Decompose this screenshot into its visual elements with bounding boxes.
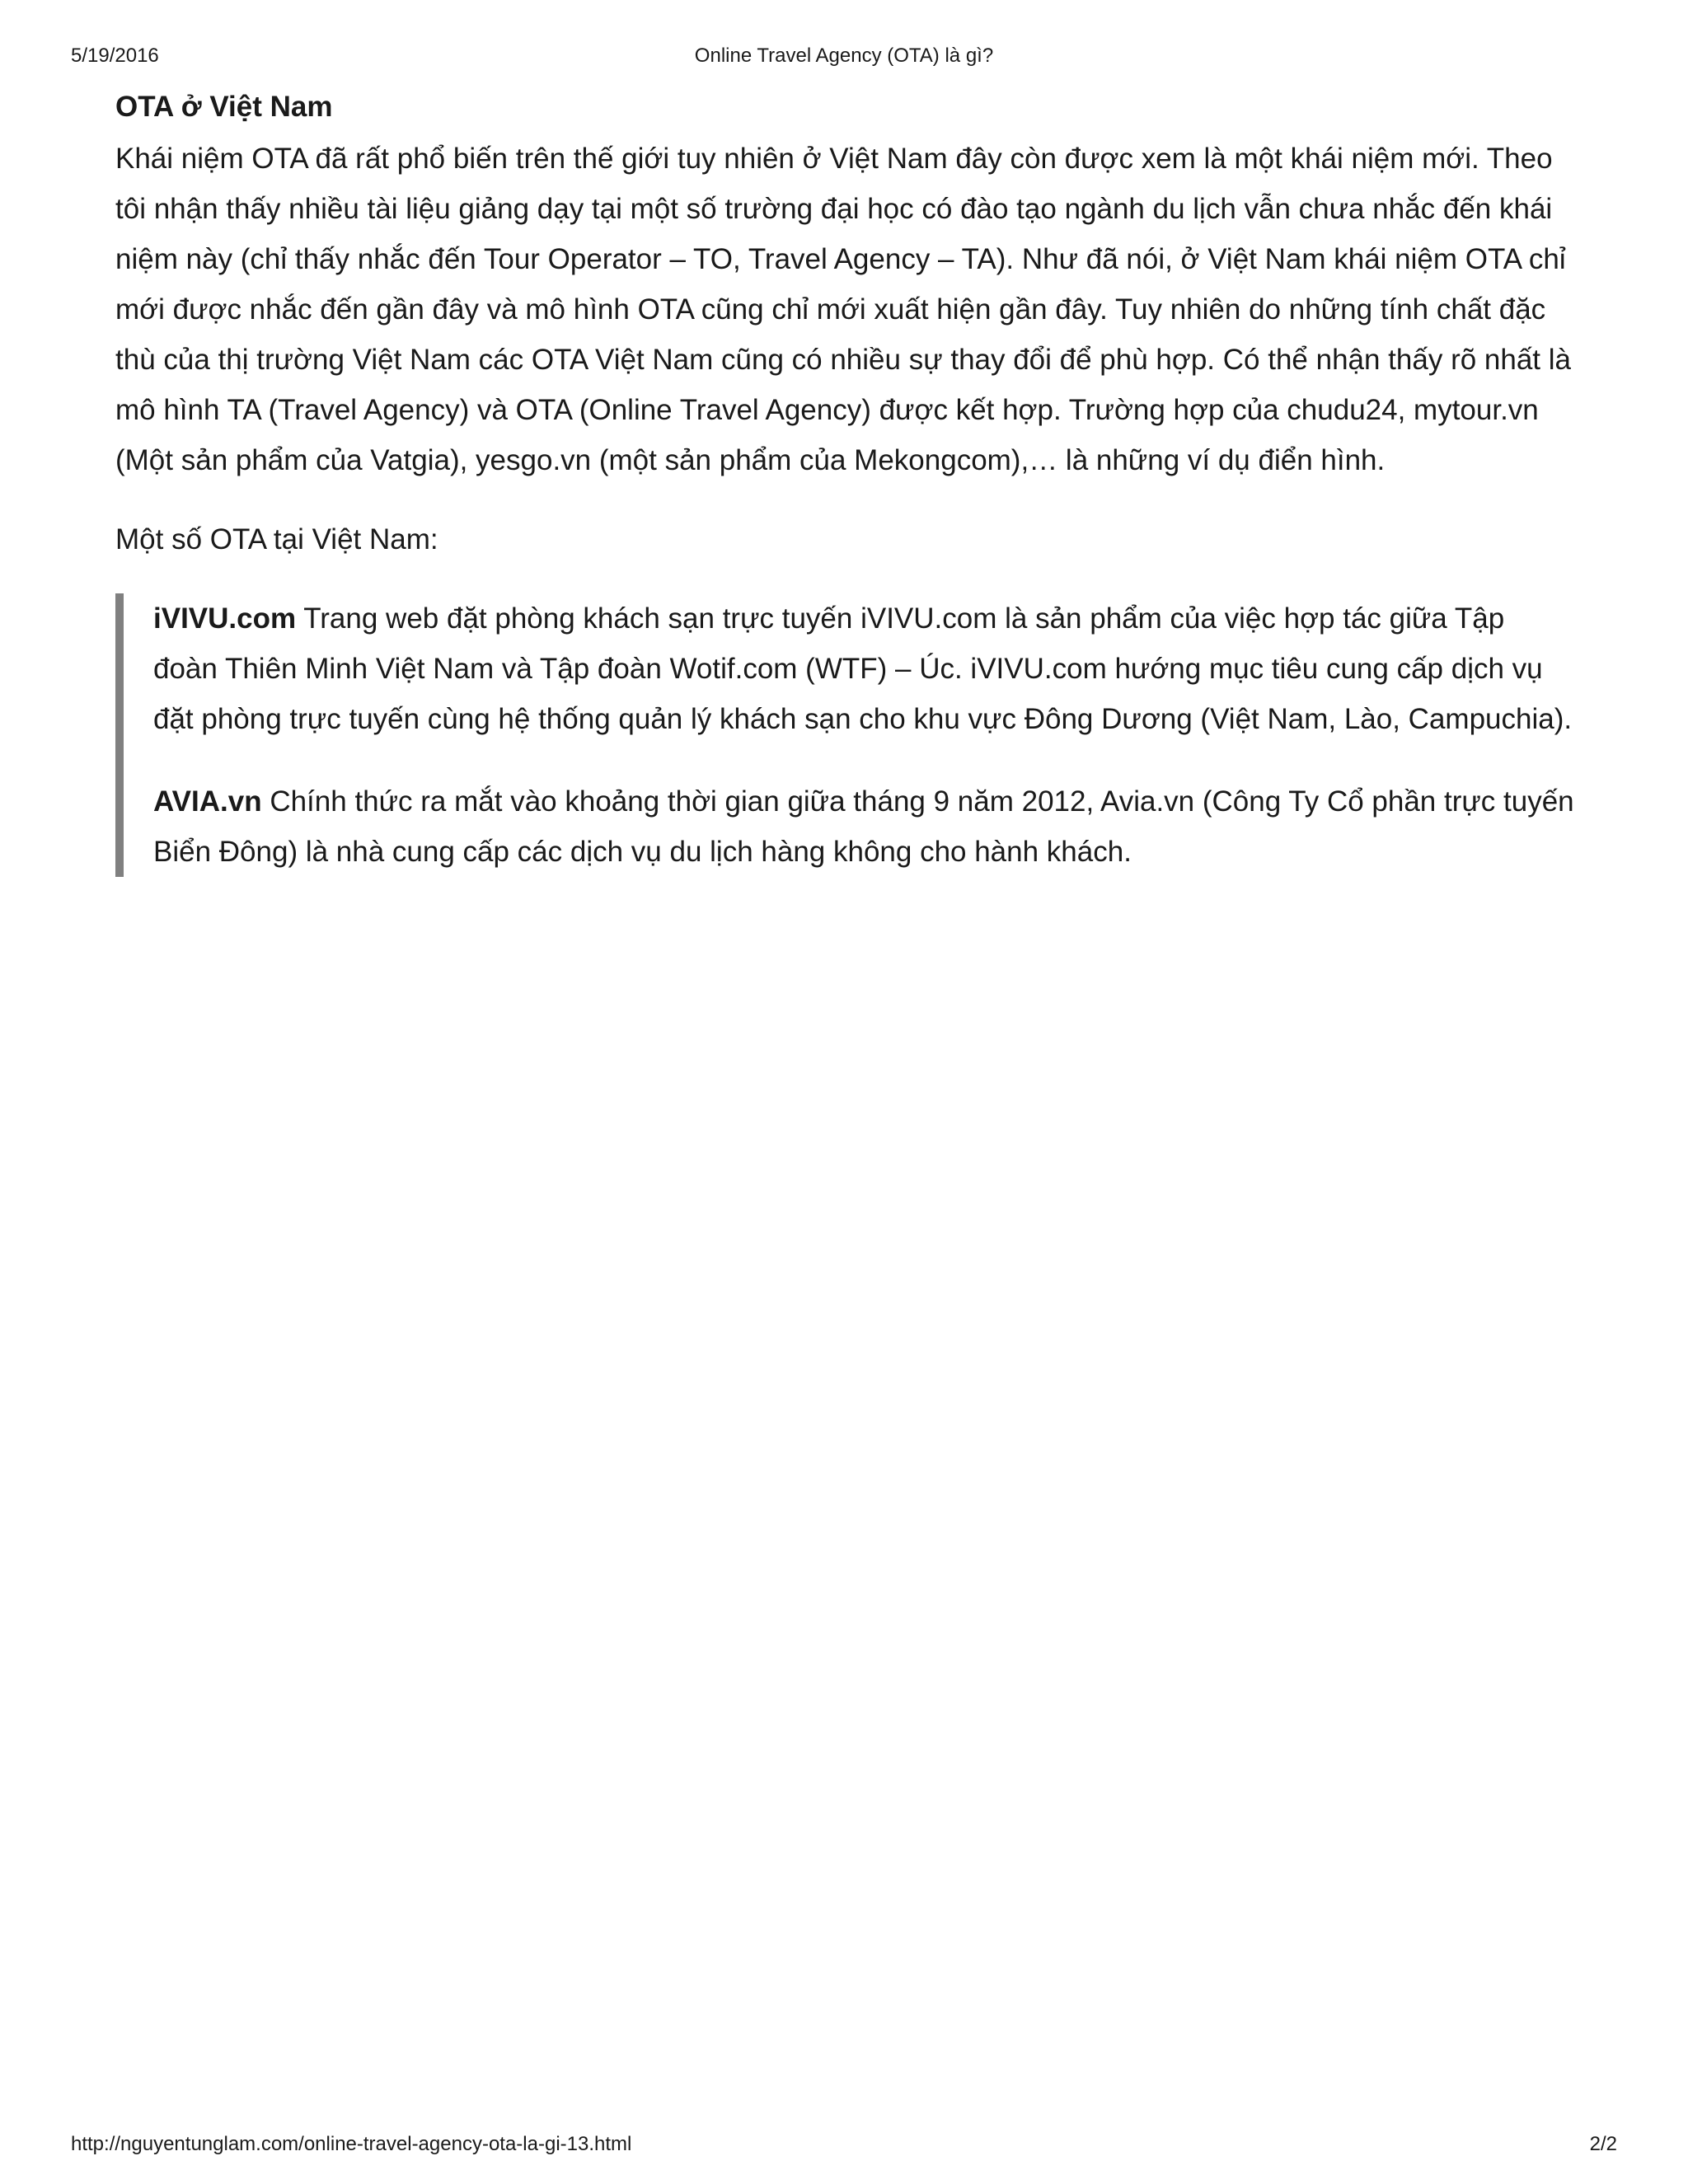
ota-name: AVIA.vn	[153, 785, 262, 818]
intro-paragraph: Khái niệm OTA đã rất phổ biến trên thế giới tuy nhiên ở Việt Nam đây còn được xem là một khái niệm mới. Theo tôi nhận thấy nhiều tài liệu giảng dạy tại một số trường đại học có đào tạo ngành du lịch vẫn chưa nhắc đến khái niệm này (chỉ thấy nhắc đến Tour Operator – TO, Travel Agency – TA). Như đã nói, ở Việt Nam khái niệm OTA chỉ mới được nhắc đến gần đây và mô hình OTA cũng chỉ mới xuất hiện gần đây. Tuy nhiên do những tính chất đặc thù của thị trường Việt Nam các OTA Việt Nam cũng có nhiều sự thay đổi để phù hợp. Có thể nhận thấy rõ nhất là mô hình TA (Travel Agency) và OTA (Online Travel Agency) được kết hợp. Trường hợp của chudu24, mytour.vn (Một sản phẩm của Vatgia), yesgo.vn (một sản phẩm của Mekongcom),… là những ví dụ điển hình.	[115, 143, 1571, 476]
source-url: http://nguyentunglam.com/online-travel-agency-ota-la-gi-13.html	[71, 2133, 632, 2155]
section-heading: OTA ở Việt Nam	[115, 91, 333, 123]
ota-list-intro: Một số OTA tại Việt Nam:	[115, 523, 438, 555]
print-footer	[71, 2130, 1617, 2159]
print-header	[71, 41, 1617, 71]
print-date: 5/19/2016	[71, 45, 159, 67]
ota-description: Chính thức ra mắt vào khoảng thời gian giữa tháng 9 năm 2012, Avia.vn (Công Ty Cổ phần trực tuyến Biển Đông) là nhà cung cấp các dịch vụ du lịch hàng không cho hành khách.	[153, 785, 1574, 868]
article-content	[115, 82, 1574, 877]
ota-item-ivivu	[153, 593, 1574, 744]
ota-item-avia	[153, 776, 1574, 877]
document-title: Online Travel Agency (OTA) là gì?	[694, 45, 994, 67]
page-number: 2/2	[1589, 2133, 1617, 2155]
ota-description: Trang web đặt phòng khách sạn trực tuyến iVIVU.com là sản phẩm của việc hợp tác giữa Tập đoàn Thiên Minh Việt Nam và Tập đoàn Wotif.com (WTF) – Úc. iVIVU.com hướng mục tiêu cung cấp dịch vụ đặt phòng trực tuyến cùng hệ thống quản lý khách sạn cho khu vực Đông Dương (Việt Nam, Lào, Campuchia).	[153, 602, 1573, 735]
ota-name: iVIVU.com	[153, 602, 297, 635]
ota-list-blockquote	[115, 593, 1574, 877]
